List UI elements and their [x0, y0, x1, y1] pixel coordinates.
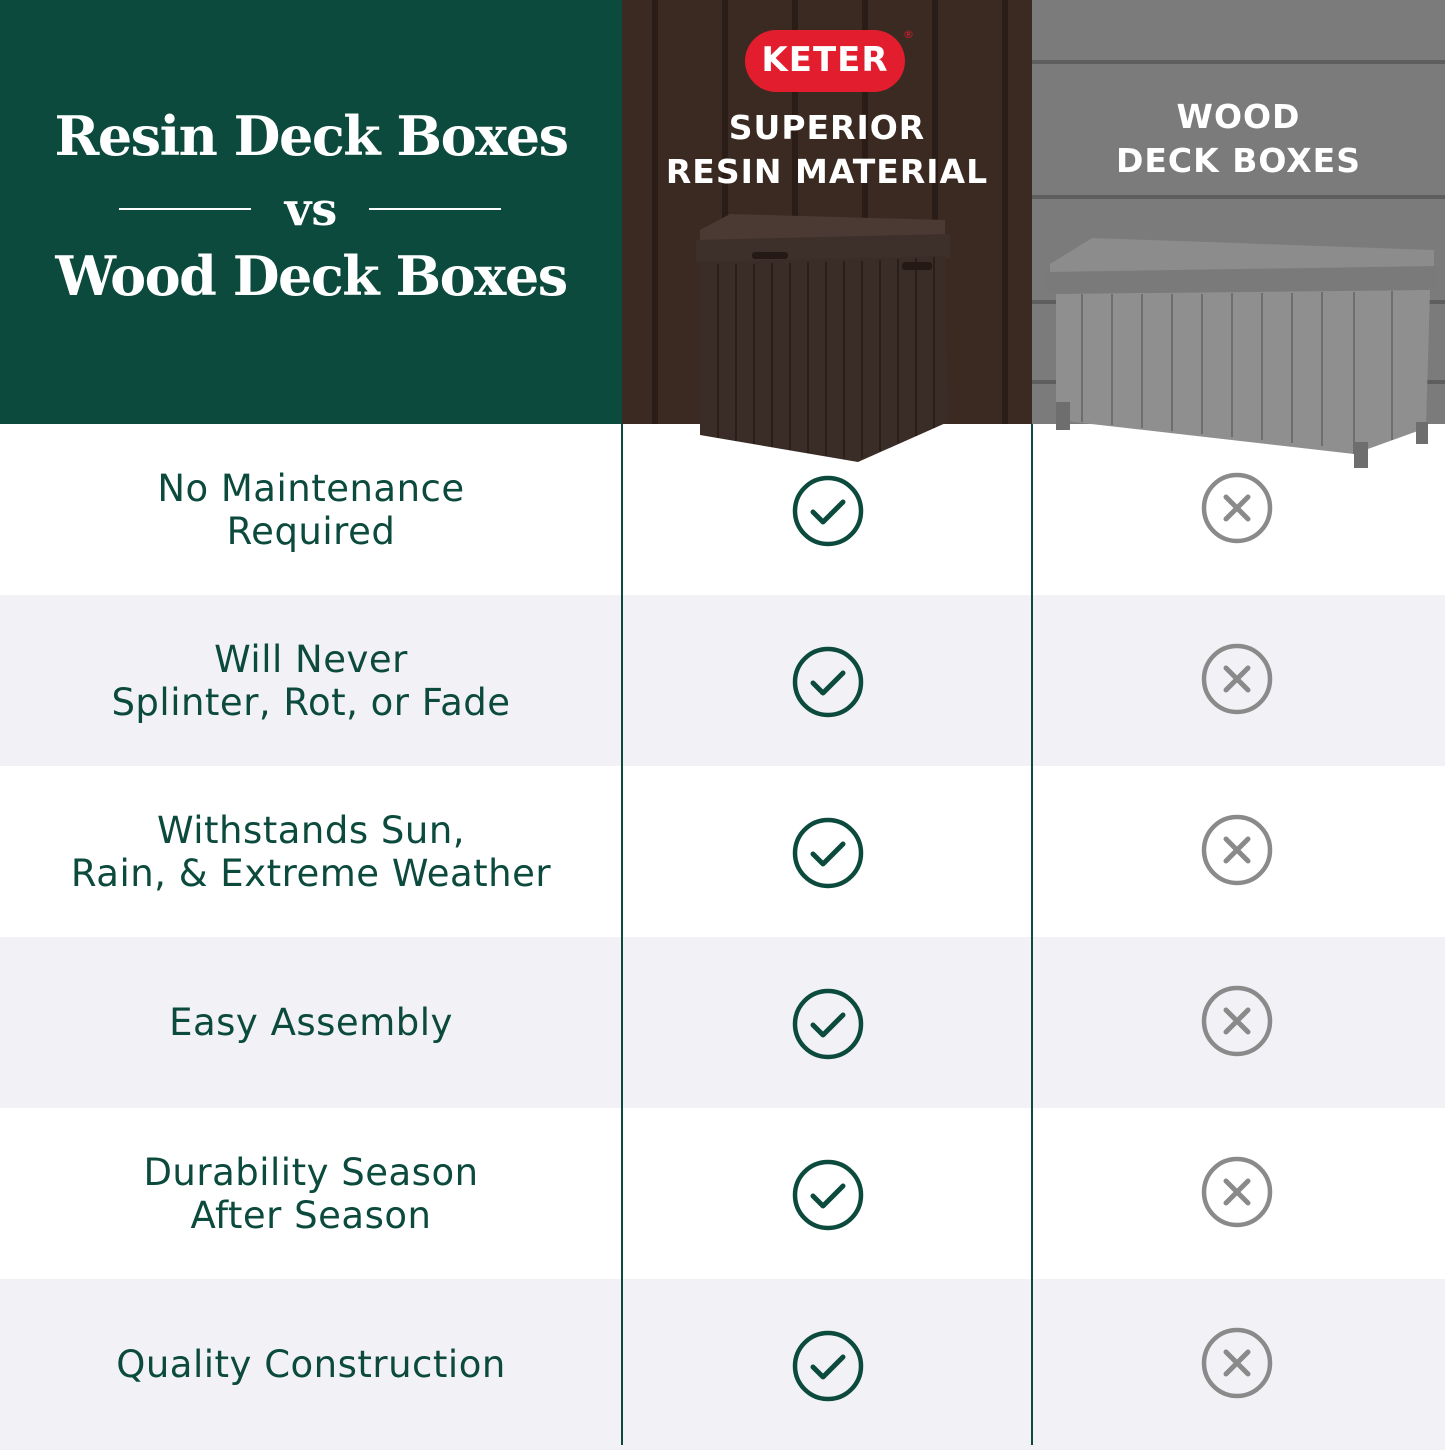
keter-logo — [745, 30, 905, 92]
table-row — [0, 595, 1445, 766]
feature-label — [0, 1279, 622, 1450]
check-icon — [791, 1158, 865, 1232]
x-icon — [1200, 1155, 1274, 1229]
vs-divider — [0, 180, 622, 240]
table-row — [0, 937, 1445, 1108]
wood-deck-box-image — [1042, 232, 1442, 472]
feature-text: Easy Assembly — [169, 1001, 453, 1044]
divider-rule-right — [369, 208, 501, 210]
x-icon — [1200, 1326, 1274, 1400]
wood-column-heading: WOOD DECK BOXES — [1116, 97, 1361, 180]
feature-label — [0, 766, 622, 937]
table-row — [0, 1279, 1445, 1450]
feature-text: Quality Construction — [116, 1343, 506, 1386]
registered-mark: ® — [903, 28, 914, 41]
table-row — [0, 1108, 1445, 1279]
feature-text: Durability Season After Season — [143, 1150, 479, 1237]
vs-label: vs — [284, 182, 338, 236]
resin-column-heading: SUPERIOR RESIN MATERIAL — [665, 108, 989, 191]
check-icon — [791, 645, 865, 719]
title-panel — [0, 0, 622, 424]
feature-label — [0, 424, 622, 595]
x-icon — [1200, 642, 1274, 716]
feature-label — [0, 1108, 622, 1279]
check-icon — [791, 474, 865, 548]
brand-name: KETER — [761, 40, 889, 80]
feature-text: No Maintenance Required — [157, 466, 465, 553]
x-icon — [1200, 813, 1274, 887]
feature-text: Withstands Sun, Rain, & Extreme Weather — [70, 808, 552, 895]
feature-label — [0, 937, 622, 1108]
x-icon — [1200, 471, 1274, 545]
check-icon — [791, 816, 865, 890]
column-divider-right — [1031, 424, 1033, 1445]
resin-deck-box-image — [690, 210, 955, 465]
check-icon — [791, 987, 865, 1061]
feature-label — [0, 595, 622, 766]
feature-text: Will Never Splinter, Rot, or Fade — [111, 637, 511, 724]
check-icon — [791, 1329, 865, 1403]
table-row — [0, 766, 1445, 937]
column-divider-left — [621, 424, 623, 1445]
title-resin: Resin Deck Boxes — [54, 104, 568, 168]
title-wood: Wood Deck Boxes — [55, 244, 567, 308]
x-icon — [1200, 984, 1274, 1058]
